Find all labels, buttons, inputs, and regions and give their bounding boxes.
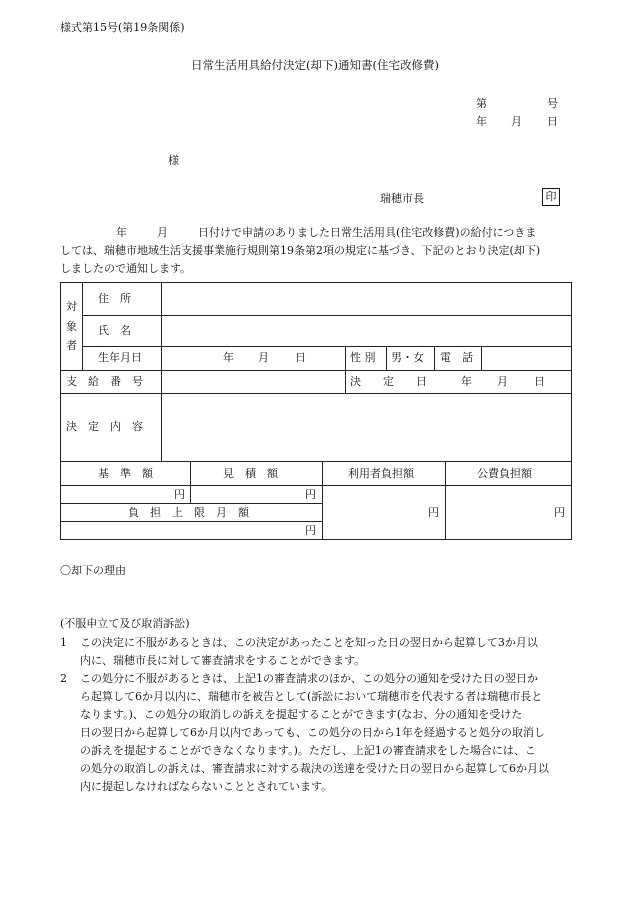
subject-label-2: 象 xyxy=(66,320,77,333)
birth-day: 日 xyxy=(295,351,306,364)
body-month: 月 xyxy=(157,226,168,239)
body-line-3: しましたので通知します。 xyxy=(60,262,192,275)
decision-content-label: 決 定 内 容 xyxy=(66,420,143,433)
decision-date-label: 決 定 日 xyxy=(350,375,427,388)
note-line: ら起算して6か月以内に、瑞穂市を被告として(訴訟において瑞穂市を代表する者は瑞穂市長と xyxy=(80,690,543,703)
rejection-reason-label: 〇却下の理由 xyxy=(60,564,126,577)
issue-date-month: 月 xyxy=(511,115,522,128)
doc-number-prefix: 第 xyxy=(476,97,487,110)
decision-month: 月 xyxy=(497,375,508,388)
decision-table xyxy=(60,282,572,540)
estimate-amount-yen: 円 xyxy=(305,488,316,501)
standard-amount-yen: 円 xyxy=(174,488,185,501)
note-line: なります。)、この処分の取消しの訴えを提起することができます(なお、分の通知を受けた xyxy=(80,708,523,721)
burden-limit-yen: 円 xyxy=(305,524,316,537)
appeal-note-2 xyxy=(60,670,572,796)
appeal-note-1 xyxy=(60,634,572,670)
body-line-1 xyxy=(60,224,572,242)
seal-mark: 印 xyxy=(542,188,560,206)
note-number: 1 xyxy=(60,636,67,649)
public-burden-yen: 円 xyxy=(554,506,565,519)
name-label: 氏 名 xyxy=(98,324,131,337)
note-line: 内に提起しなければならないこととされています。 xyxy=(80,780,333,793)
addressee-suffix: 様 xyxy=(168,154,179,167)
doc-number-suffix: 号 xyxy=(547,97,558,110)
notice-body xyxy=(60,224,572,278)
phone-label: 電 話 xyxy=(440,351,473,364)
address-label: 住 所 xyxy=(98,292,131,305)
subject-label-1: 対 xyxy=(66,300,77,313)
issue-date-year: 年 xyxy=(476,115,487,128)
note-line: の処分の取消しの訴えは、審査請求に対する裁決の送達を受けた日の翌日から起算して6か月以 xyxy=(80,762,549,775)
gender-label: 性 別 xyxy=(350,351,376,364)
note-number: 2 xyxy=(60,672,67,685)
appeal-title: (不服申立て及び取消訴訟) xyxy=(60,617,190,630)
document-title: 日常生活用具給付決定(却下)通知書(住宅改修費) xyxy=(191,58,439,72)
note-line: の訴えを提起することができなくなります。)。ただし、上記1の審査請求をした場合には、こ xyxy=(80,744,536,757)
standard-amount-label: 基 準 額 xyxy=(98,467,153,480)
user-burden-label: 利用者負担額 xyxy=(348,467,414,480)
issue-date-day: 日 xyxy=(547,115,558,128)
user-burden-yen: 円 xyxy=(428,506,439,519)
form-number: 様式第15号(第19条関係) xyxy=(60,21,185,34)
body-year: 年 xyxy=(116,226,127,239)
decision-year: 年 xyxy=(461,375,472,388)
note-line: 日の翌日から起算して6か月以内であっても、この処分の日から1年を経過すると処分の取消し xyxy=(80,726,545,739)
public-burden-label: 公費負担額 xyxy=(477,467,532,480)
appeal-notes xyxy=(60,634,572,796)
estimate-amount-label: 見 積 額 xyxy=(223,467,278,480)
burden-limit-label: 負 担 上 限 月 額 xyxy=(128,506,249,519)
body-line-1-text: 日付けで申請のありました日常生活用具(住宅改修費)の給付につきま xyxy=(198,226,537,239)
birth-year: 年 xyxy=(223,351,234,364)
note-line: この処分に不服があるときは、上記1の審査請求のほか、この処分の通知を受けた日の翌日か xyxy=(80,672,538,685)
birthdate-label: 生年月日 xyxy=(98,351,142,364)
subject-label-3: 者 xyxy=(66,339,77,352)
note-line: 内に、瑞穂市長に対して審査請求をすることができます。 xyxy=(80,654,366,667)
issuer-name: 瑞穂市長 xyxy=(380,192,424,205)
payment-number-label: 支 給 番 号 xyxy=(66,375,143,388)
decision-day: 日 xyxy=(534,375,545,388)
gender-options: 男・女 xyxy=(391,351,424,364)
body-line-2: しては、瑞穂市地域生活支援事業施行規則第19条第2項の規定に基づき、下記のとおり決定(却下) xyxy=(60,244,541,257)
note-line: この決定に不服があるときは、この決定があったことを知った日の翌日から起算して3か月以 xyxy=(80,636,538,649)
birth-month: 月 xyxy=(258,351,269,364)
